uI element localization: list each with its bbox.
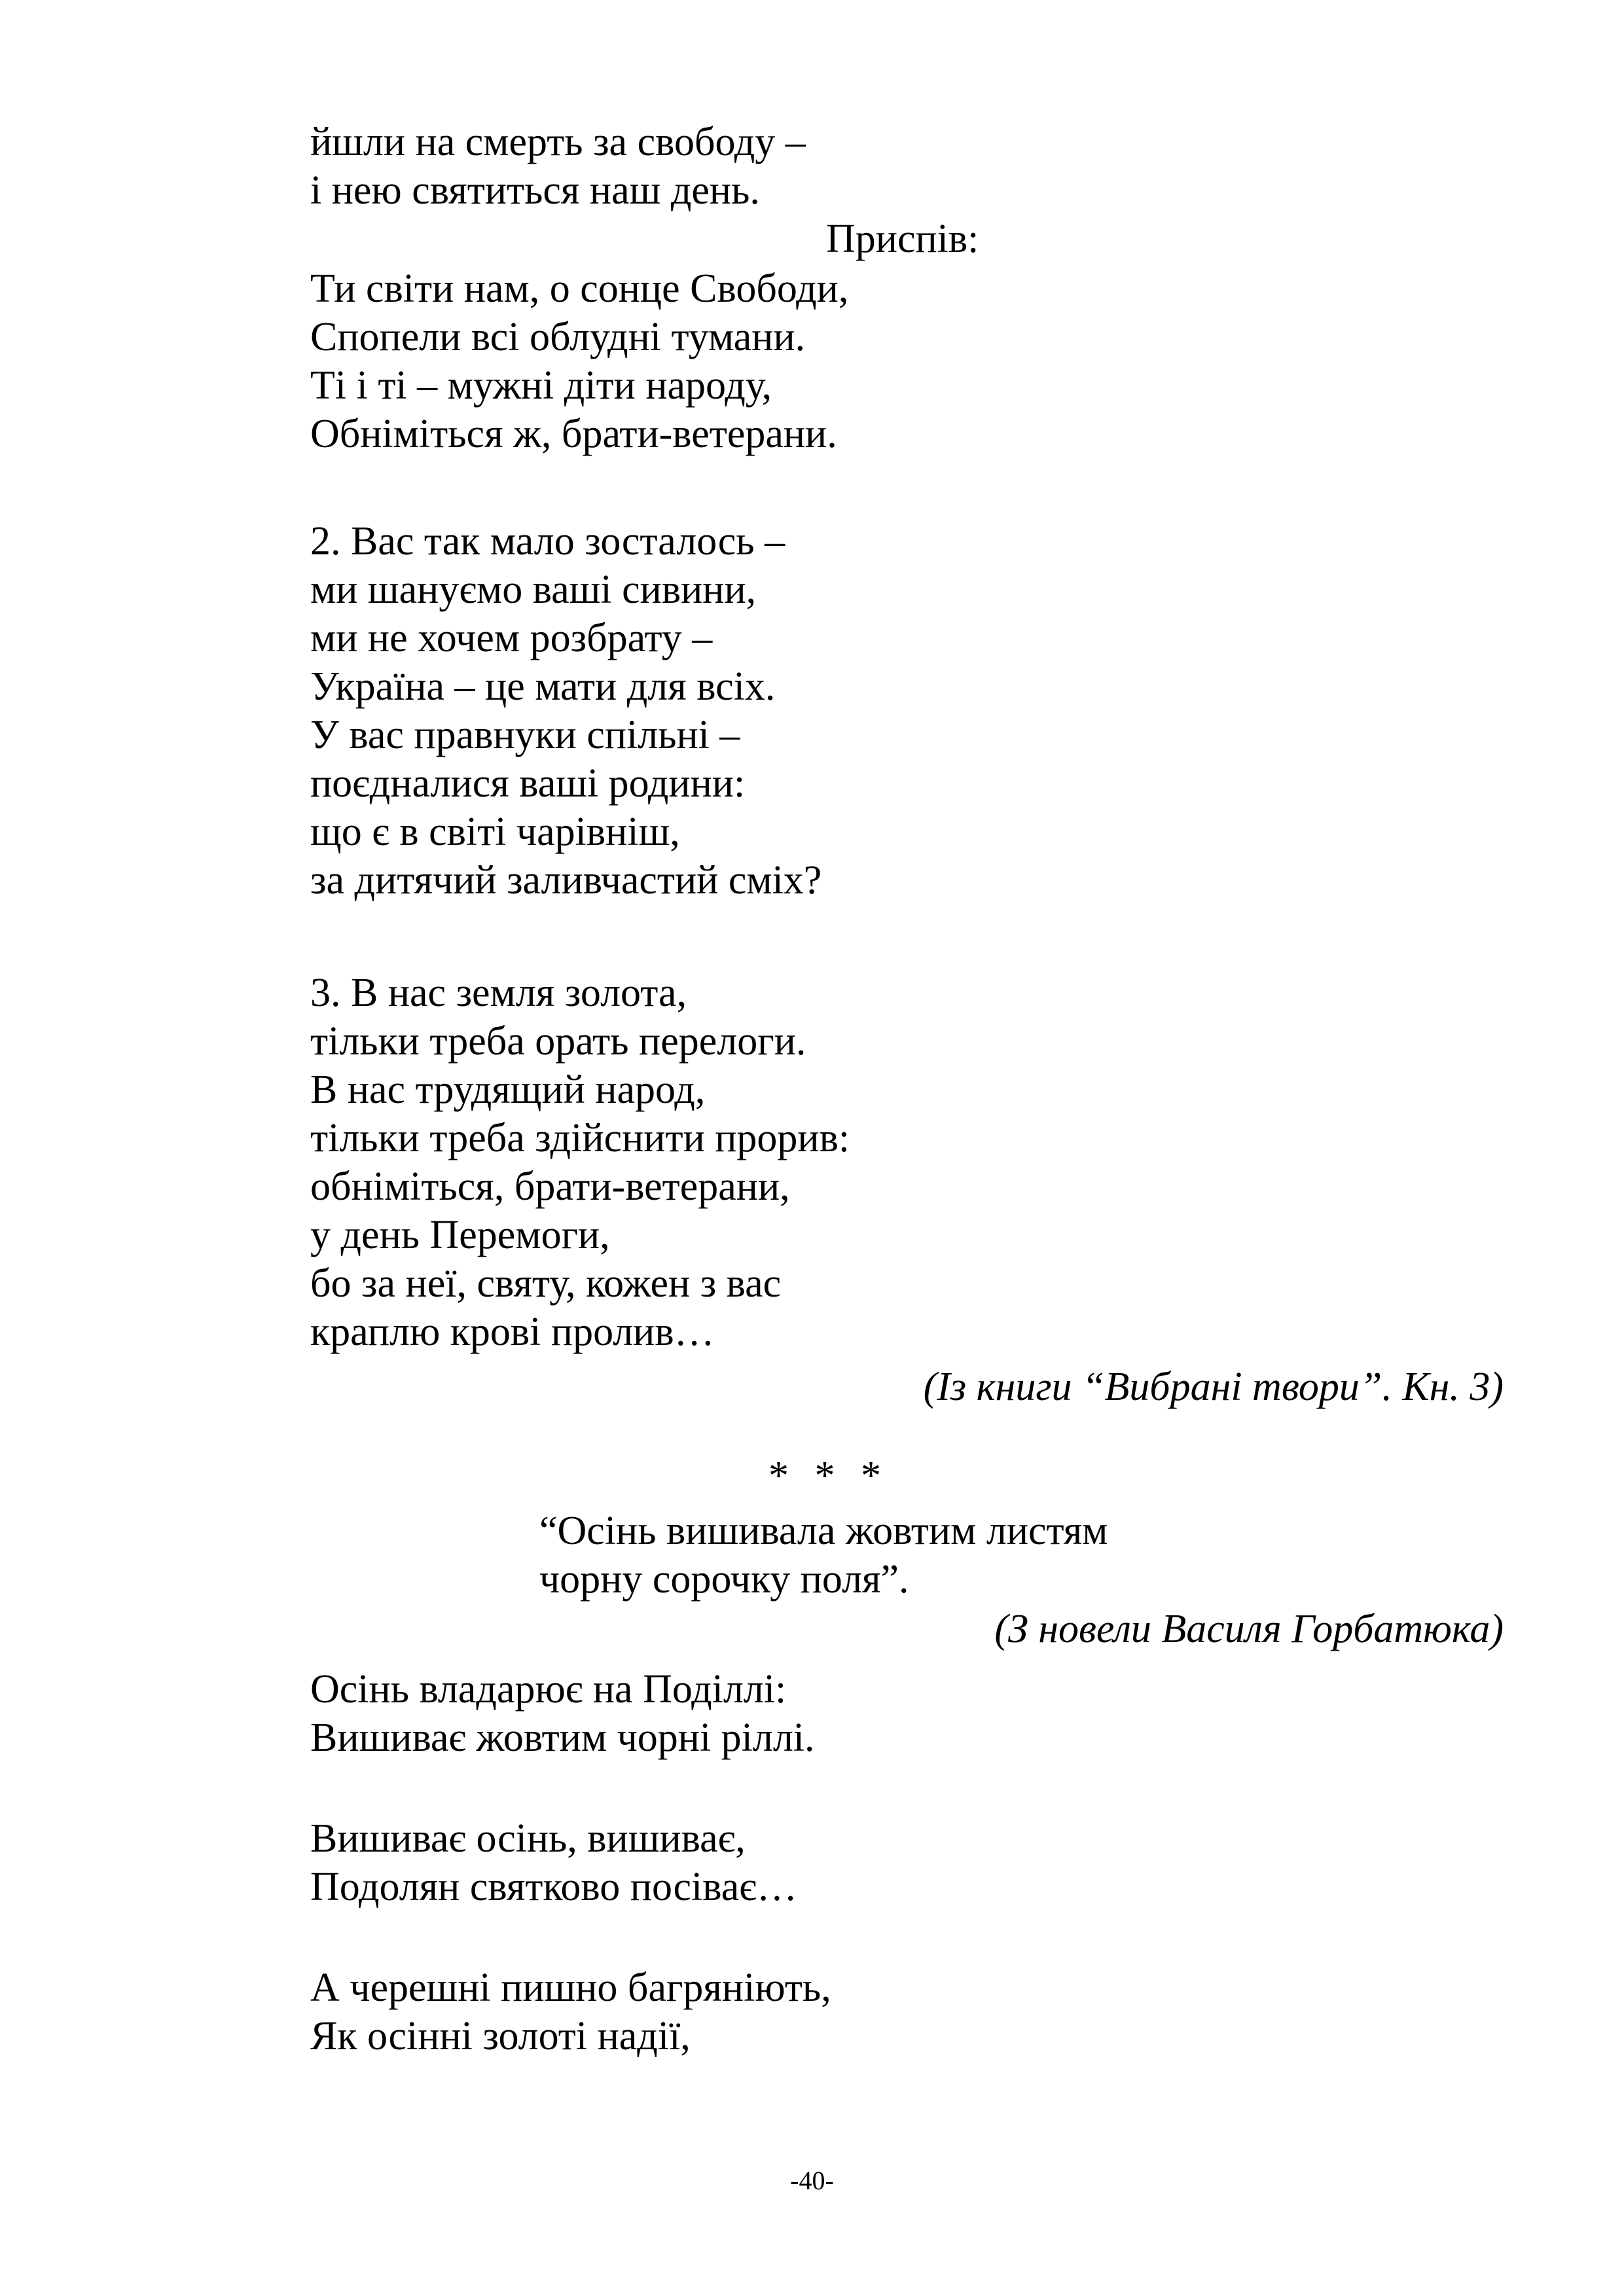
poem-line: що є в світі чарівніш, <box>310 810 680 854</box>
stanza-number: 3. <box>310 971 341 1015</box>
stanza-number: 2. <box>310 519 341 564</box>
poem-line: обніміться, брати-ветерани, <box>310 1164 790 1209</box>
poem-line: ми шануємо ваші сивини, <box>310 567 757 612</box>
poem-line: Осінь владарює на Поділлі: <box>310 1667 787 1712</box>
poem-line: Ти світи нам, о сонце Свободи, <box>310 266 849 311</box>
poem-line: В нас земля золота, <box>351 971 687 1015</box>
poem-line: і нею святиться наш день. <box>310 168 760 213</box>
poem-line: Обніміться ж, брати-ветерани. <box>310 412 837 456</box>
stanza-first-line <box>310 517 785 565</box>
poem-line: Ті і ті – мужні діти народу, <box>310 363 772 408</box>
poem-line: за дитячий заливчастий сміх? <box>310 858 822 903</box>
source-citation: (Із книги “Вибрані твори”. Кн. 3) <box>923 1365 1504 1409</box>
epigraph-line: “Осінь вишивала жовтим листям <box>539 1509 1108 1553</box>
poem-line: Вишиває осінь, вишиває, <box>310 1816 746 1861</box>
poem-line: ми не хочем розбрату – <box>310 616 713 660</box>
poem-line: тільки треба орать перелоги. <box>310 1019 806 1064</box>
epigraph-line: чорну сорочку поля”. <box>539 1557 909 1602</box>
poem-line: Вас так мало зосталось – <box>351 519 785 564</box>
poem-line: Україна – це мати для всіх. <box>310 664 776 709</box>
stanza-first-line <box>310 969 687 1017</box>
poem-line: А черешні пишно багряніють, <box>310 1965 831 2010</box>
poem-line: Вишиває жовтим чорні ріллі. <box>310 1715 815 1760</box>
poem-line: У вас правнуки спільні – <box>310 713 740 757</box>
page-number: -40- <box>790 2166 834 2195</box>
epigraph-source: (З новели Василя Горбатюка) <box>994 1607 1504 1651</box>
poem-line: у день Перемоги, <box>310 1213 610 1257</box>
poem-line: В нас трудящий народ, <box>310 1067 706 1112</box>
poem-line: тільки треба здійснити прорив: <box>310 1116 850 1160</box>
poem-line: Подолян святково посіває… <box>310 1865 797 1909</box>
poem-line: Спопели всі облудні тумани. <box>310 315 806 359</box>
chorus-label: Приспів: <box>826 217 979 261</box>
poem-line: бо за неї, святу, кожен з вас <box>310 1261 782 1306</box>
poem-line: краплю крові пролив… <box>310 1310 715 1354</box>
poem-line: йшли на смерть за свободу – <box>310 120 806 164</box>
poem-line: поєдналися ваші родини: <box>310 761 746 806</box>
poem-line: Як осінні золоті надії, <box>310 2014 691 2058</box>
section-separator: * * * <box>768 1454 889 1498</box>
